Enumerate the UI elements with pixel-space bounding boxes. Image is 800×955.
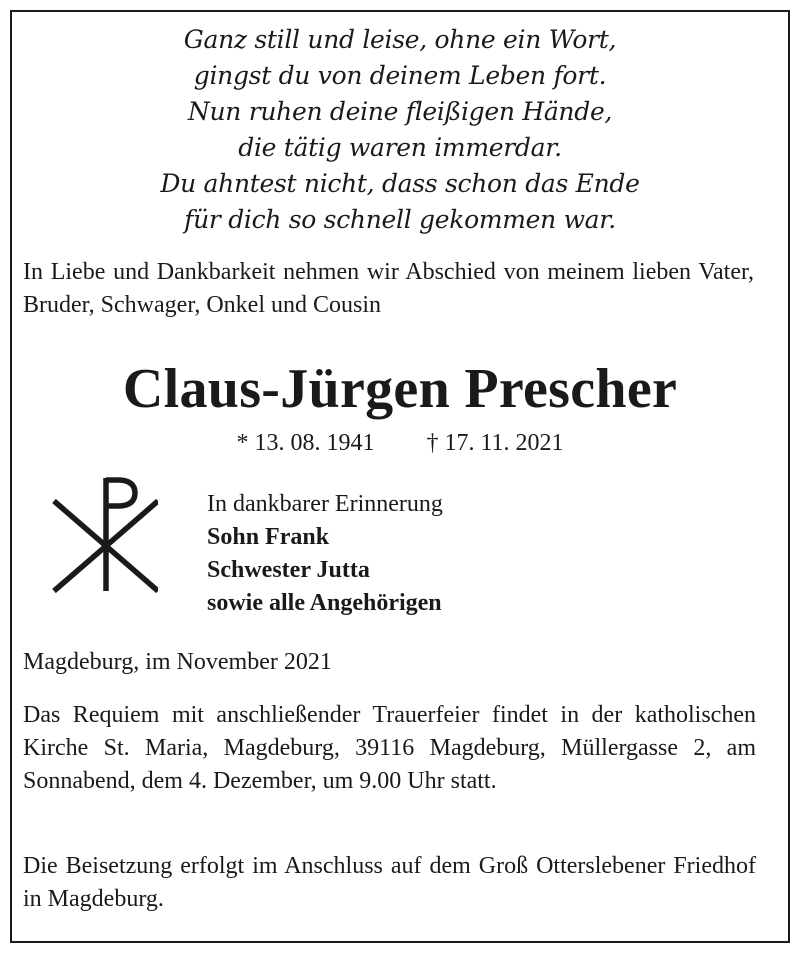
signer-name: Sohn Frank (207, 524, 330, 550)
requiem-paragraph: Das Requiem mit anschließender Trauerfeier findet in der katholischen Kirche St. Maria, Magdeburg, 39116 Magdeburg, Müllergasse 2, am Sonnabend, dem 4. Dezember, um 9.00 Uhr statt. (23, 702, 756, 794)
poem-line: für dich so schnell gekommen war. (184, 205, 616, 234)
burial-paragraph: Die Beisetzung erfolgt im Anschluss auf dem Groß Otterslebener Friedhof in Magdeburg. (23, 853, 756, 912)
poem-line: die tätig waren immerdar. (238, 133, 562, 162)
poem-line: Nun ruhen deine fleißigen Hände, (187, 97, 613, 126)
intro-text: In Liebe und Dankbarkeit nehmen wir Abschied von meinem lieben Vater, Bruder, Schwager, Onkel und Cousin (23, 259, 754, 318)
place-date: Magdeburg, im November 2021 (23, 649, 332, 675)
signers-block (207, 488, 443, 620)
deceased-name: Claus-Jürgen Prescher (122, 358, 678, 420)
death-date: † 17. 11. 2021 (426, 430, 564, 456)
poem-line: Du ahntest nicht, dass schon das Ende (160, 169, 640, 198)
poem (0, 22, 800, 238)
chi-rho-icon (44, 474, 158, 594)
signer-name: Schwester Jutta (207, 557, 370, 583)
poem-line: Ganz still und leise, ohne ein Wort, (183, 25, 617, 54)
poem-line: gingst du von deinem Leben fort. (193, 61, 607, 90)
life-dates (0, 427, 800, 459)
signers-heading: In dankbarer Erinnerung (207, 491, 443, 517)
signer-name: sowie alle Angehörigen (207, 590, 442, 616)
birth-date: * 13. 08. 1941 (236, 430, 375, 456)
